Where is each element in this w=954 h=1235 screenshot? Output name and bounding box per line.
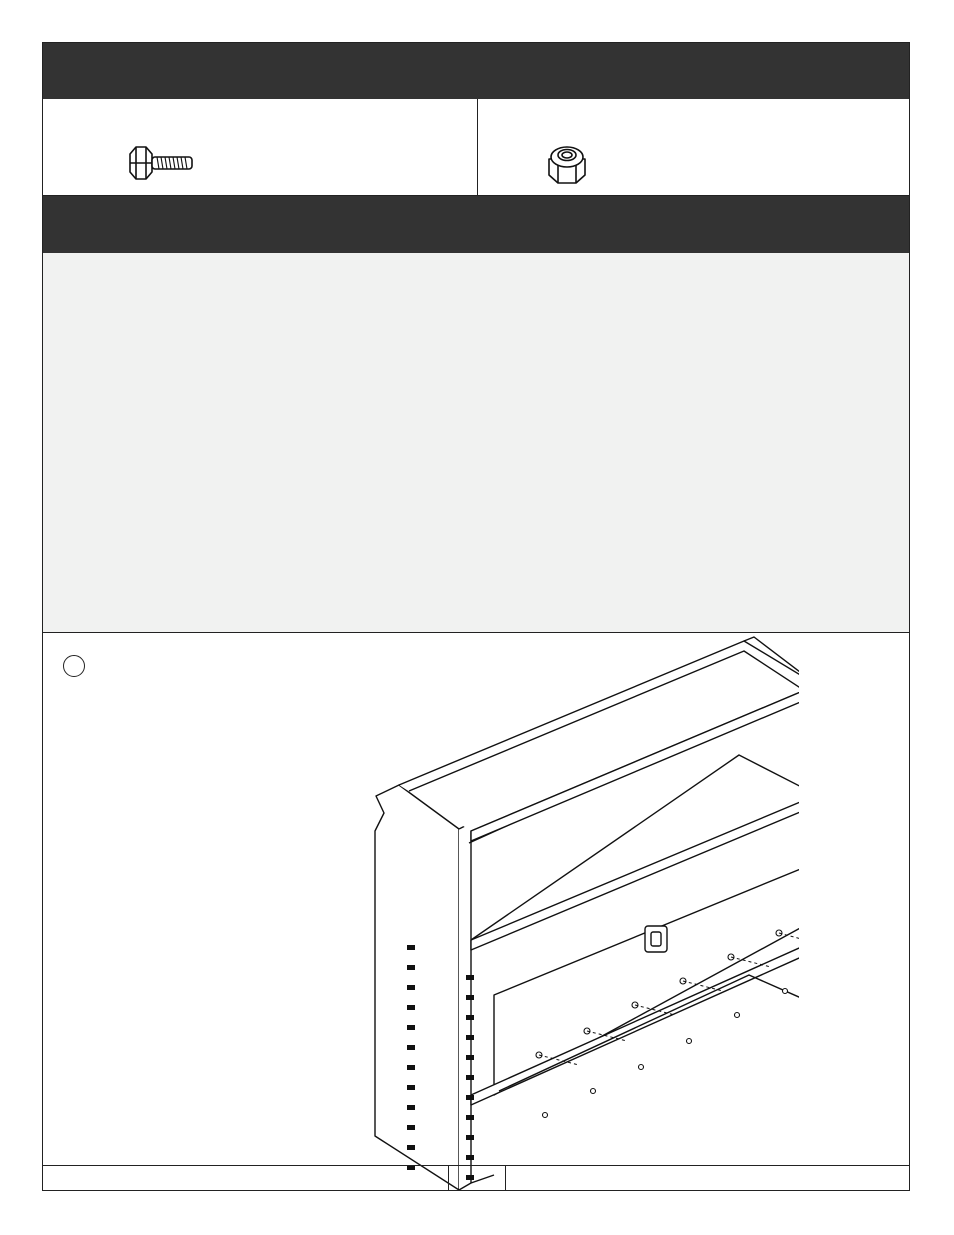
step-number-circle [63,655,85,677]
hardware-row [43,99,909,196]
hex-bolt-icon [127,143,195,183]
lock-nut-icon [544,141,590,187]
footer-cell-right [506,1166,911,1191]
shelving-unit-illustration [349,595,799,1190]
instructions-panel [43,253,909,633]
instruction-sheet [42,42,910,1191]
section-bar [43,196,909,253]
header-bar [43,43,909,99]
footer-cell-middle [449,1166,506,1191]
hardware-cell-bolt [43,99,478,195]
footer-row [43,1165,909,1191]
hardware-cell-nut [478,99,911,195]
footer-cell-left [43,1166,449,1191]
